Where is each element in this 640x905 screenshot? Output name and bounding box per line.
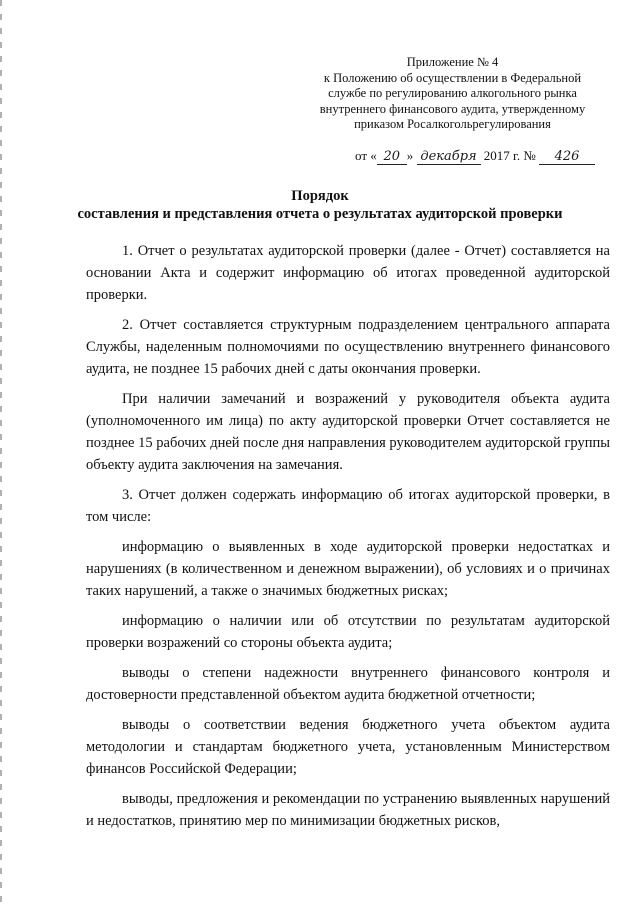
appendix-header: [300, 55, 605, 133]
list-item: выводы о соответствии ведения бюджетного учета объектом аудита методологии и стандартам бюджетного учета, установленным Министерством финансов Российской Федерации;: [86, 717, 610, 777]
paragraph: 1. Отчет о результатах аудиторской проверки (далее - Отчет) составляется на основании Акта и содержит информацию об итогах проведенной аудиторской проверки.: [86, 243, 610, 303]
appendix-line: внутреннего финансового аудита, утвержденному: [319, 101, 586, 116]
document-body: [86, 240, 610, 840]
appendix-line: службе по регулированию алкогольного рынка: [328, 86, 577, 100]
appendix-line: к Положению об осуществлении в Федеральной: [323, 70, 582, 85]
order-year: 2017 г. №: [483, 148, 536, 163]
handwritten-month: декабря: [417, 150, 481, 165]
paragraph: 2. Отчет составляется структурным подразделением центрального аппарата Службы, наделенным полномочиями по осуществлению внутреннего финансового аудита, не позднее 15 рабочих дней с даты окончания проверки.: [86, 317, 610, 377]
appendix-number: Приложение № 4: [406, 55, 499, 69]
paragraph: При наличии замечаний и возражений у руководителя объекта аудита (уполномоченного им лица) по акту аудиторской проверки Отчет составляется не позднее 15 рабочих дней после дня направления руководителем аудиторской группы объекту аудита заключения на замечания.: [86, 391, 610, 473]
handwritten-day: 20: [377, 150, 407, 165]
list-item: информацию о выявленных в ходе аудиторской проверки недостатках и нарушениях (в количественном и денежном выражении), об условиях и о причинах таких нарушений, а также о значимых бюджетных рисках;: [86, 539, 610, 599]
list-item: выводы, предложения и рекомендации по устранению выявленных нарушений и недостатков, принятию мер по минимизации бюджетных рисков,: [86, 791, 610, 829]
order-date-quote: »: [406, 148, 414, 163]
order-date-prefix: от «: [355, 148, 377, 163]
appendix-line: приказом Росалкогольрегулирования: [354, 117, 551, 131]
list-item: информацию о наличии или об отсутствии по результатам аудиторской проверки возражений со стороны объекта аудита;: [86, 613, 610, 651]
document-subtitle: составления и представления отчета о результатах аудиторской проверки: [77, 206, 563, 222]
scan-edge: [0, 0, 2, 905]
handwritten-order-number: 426: [539, 150, 595, 165]
list-item: выводы о степени надежности внутреннего финансового контроля и достоверности представленной объектом аудита бюджетной отчетности;: [86, 665, 610, 703]
document-title: Порядок: [291, 188, 349, 204]
paragraph: 3. Отчет должен содержать информацию об итогах аудиторской проверки, в том числе:: [86, 487, 610, 525]
order-date-line: [355, 148, 595, 165]
